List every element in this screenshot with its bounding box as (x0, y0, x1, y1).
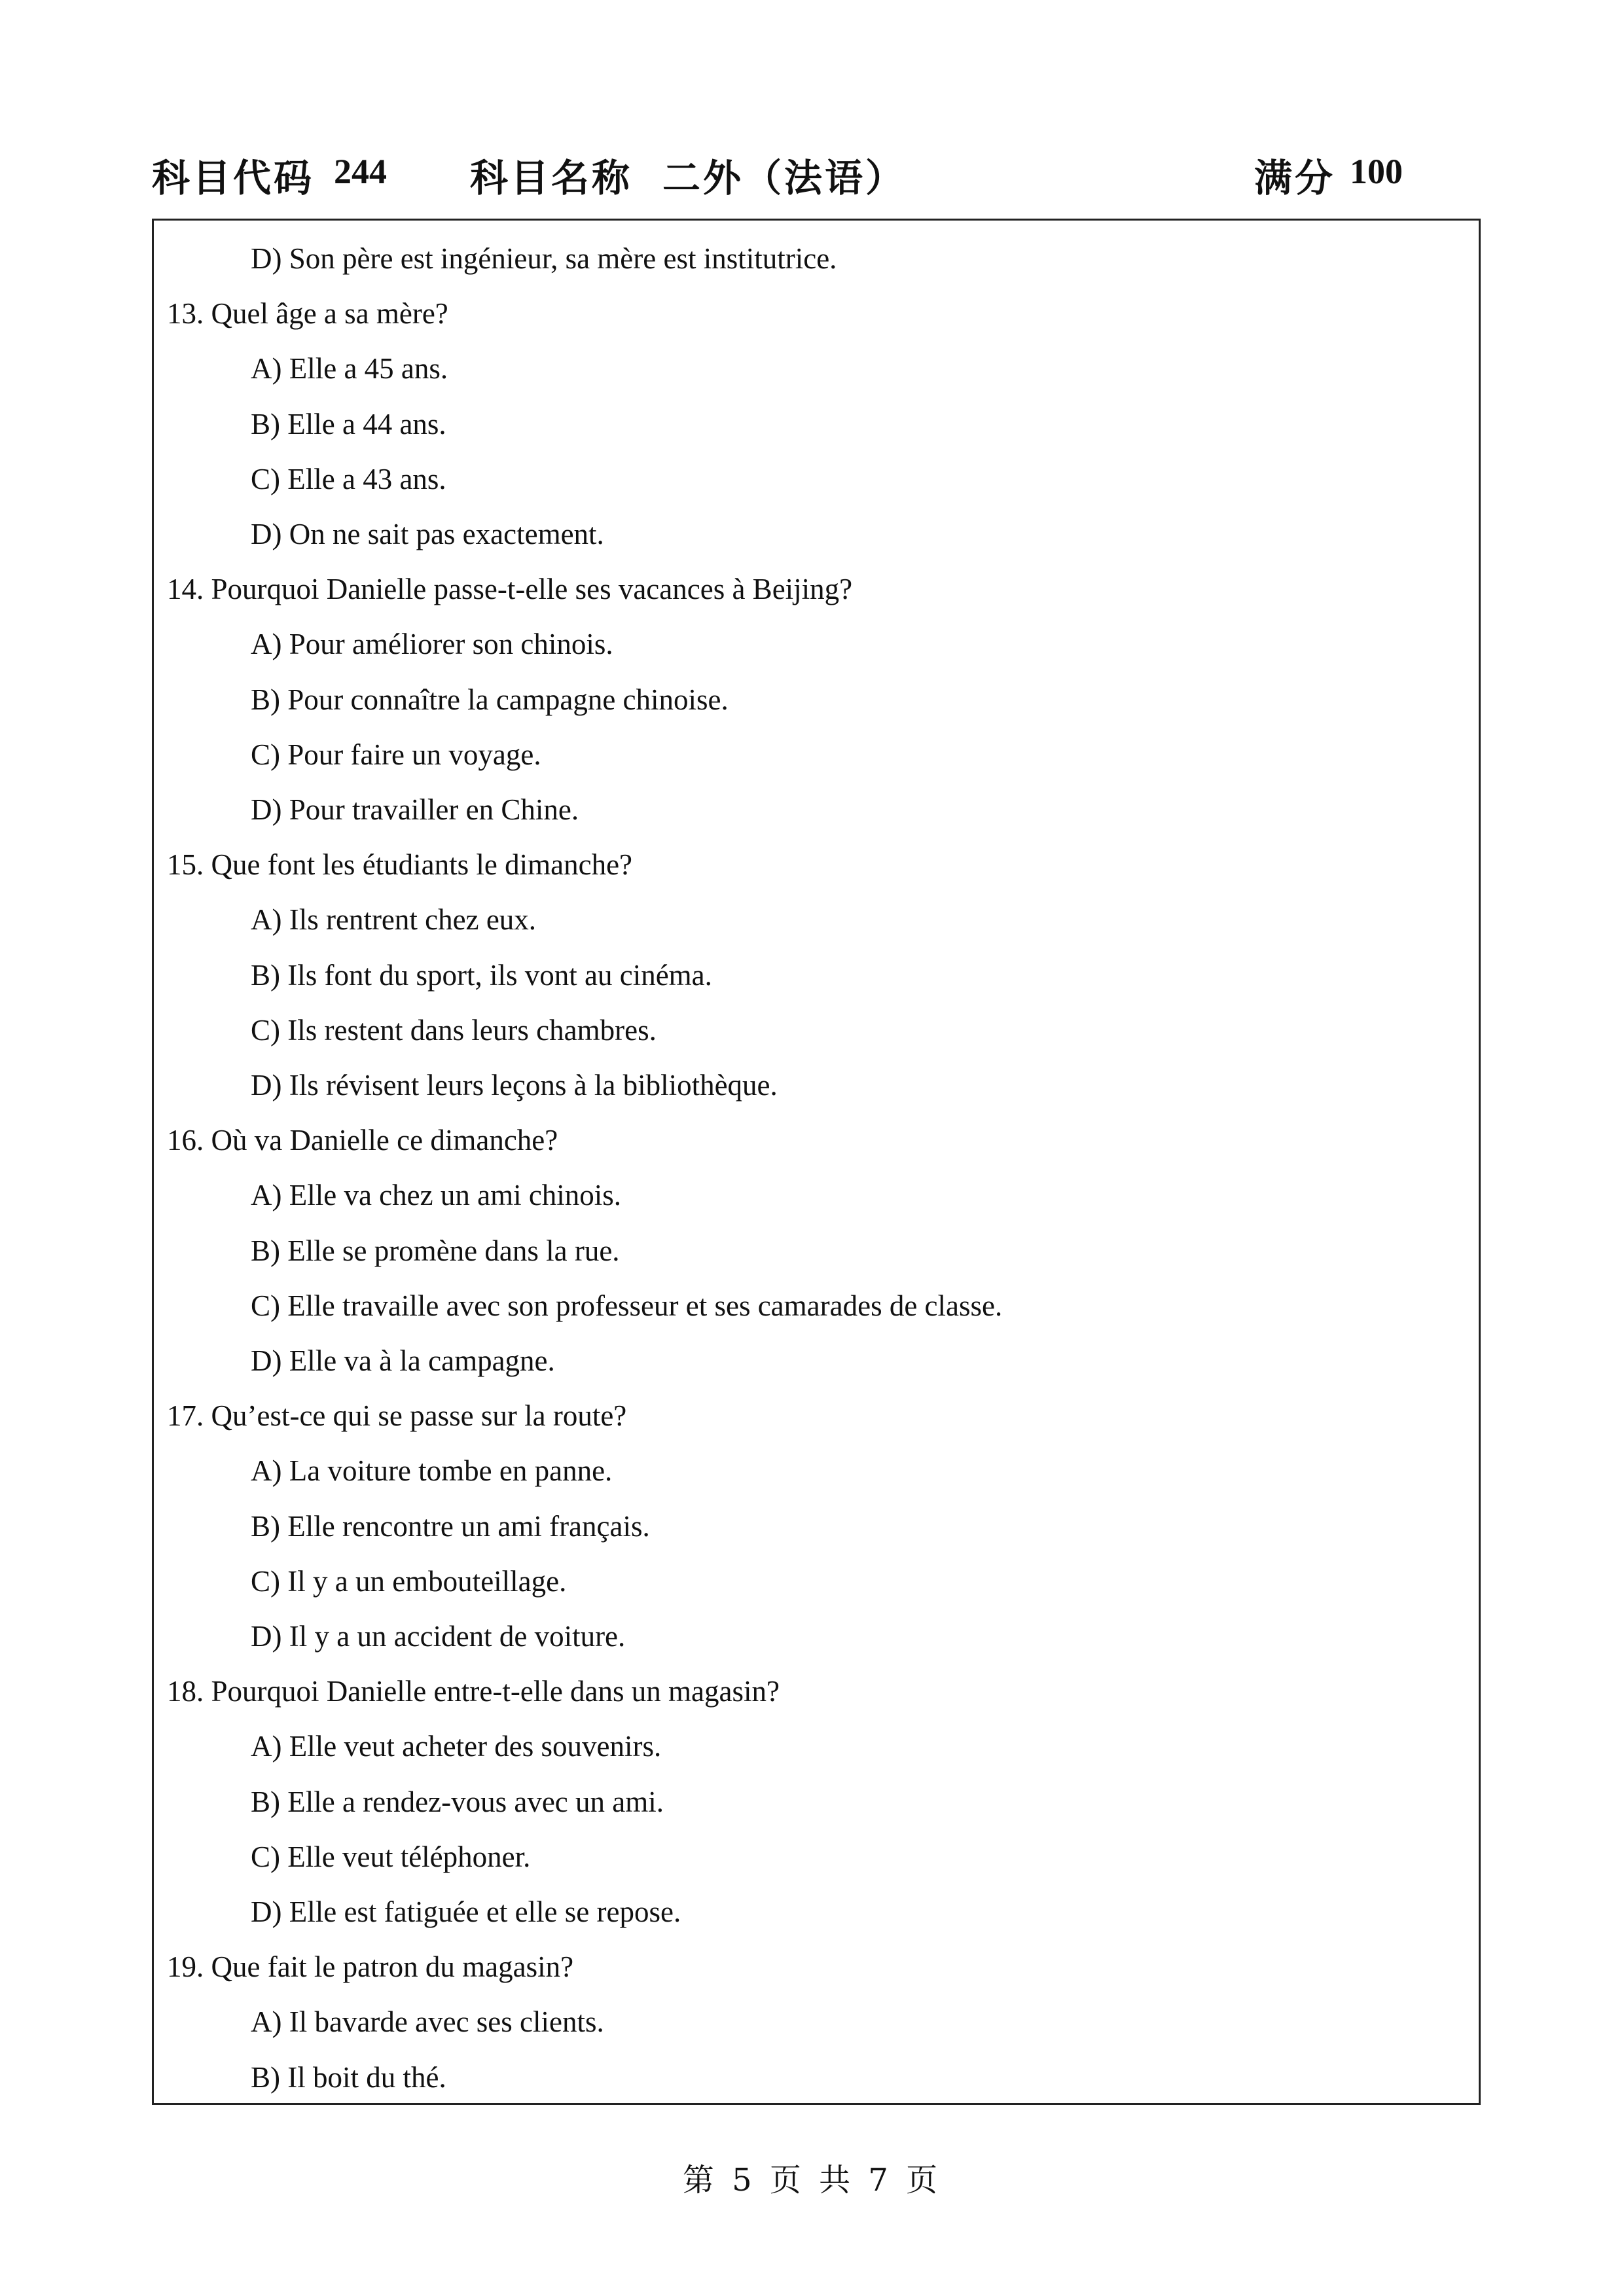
answer-option: D) Ils révisent leurs leçons à la bibliothèque. (251, 1069, 778, 1102)
question-box (152, 219, 1481, 2105)
answer-option: D) Pour travailler en Chine. (251, 793, 579, 826)
answer-option: A) Elle va chez un ami chinois. (251, 1179, 622, 1211)
answer-option: C) Elle a 43 ans. (251, 463, 446, 495)
answer-option: D) Elle va à la campagne. (251, 1344, 555, 1377)
full-score-label: 满分 (1254, 156, 1336, 200)
answer-option: D) Son père est ingénieur, sa mère est institutrice. (251, 242, 837, 275)
subject-code-label: 科目代码 (152, 156, 315, 200)
answer-option: B) Elle se promène dans la rue. (251, 1234, 620, 1267)
answer-option: C) Elle travaille avec son professeur et ses camarades de classe. (251, 1289, 1003, 1322)
exam-header (152, 147, 1481, 213)
question-text: 18. Pourquoi Danielle entre-t-elle dans un magasin? (167, 1675, 780, 1708)
question-text: 17. Qu’est-ce qui se passe sur la route? (167, 1399, 627, 1432)
answer-option: C) Elle veut téléphoner. (251, 1840, 531, 1873)
subject-name-value: 二外（法语） (662, 156, 907, 200)
question-text: 13. Quel âge a sa mère? (167, 297, 448, 330)
answer-option: B) Elle rencontre un ami français. (251, 1510, 650, 1543)
answer-option: B) Pour connaître la campagne chinoise. (251, 683, 729, 716)
answer-option: D) Elle est fatiguée et elle se repose. (251, 1895, 681, 1928)
page-number: 第 5 页 共 7 页 (682, 2162, 942, 2198)
answer-option: C) Ils restent dans leurs chambres. (251, 1014, 657, 1047)
question-text: 19. Que fait le patron du magasin? (167, 1950, 574, 1983)
answer-option: A) Ils rentrent chez eux. (251, 903, 537, 936)
question-text: 14. Pourquoi Danielle passe-t-elle ses vacances à Beijing? (167, 573, 853, 605)
answer-option: A) Pour améliorer son chinois. (251, 628, 613, 660)
subject-name-label: 科目名称 (470, 156, 633, 200)
answer-option: A) Elle veut acheter des souvenirs. (251, 1730, 662, 1763)
answer-option: A) Elle a 45 ans. (251, 352, 448, 385)
subject-code-value: 244 (334, 152, 387, 191)
answer-option: D) On ne sait pas exactement. (251, 518, 604, 550)
answer-option: B) Ils font du sport, ils vont au cinéma. (251, 959, 712, 992)
answer-option: B) Il boit du thé. (251, 2061, 446, 2094)
answer-option: C) Il y a un embouteillage. (251, 1565, 567, 1598)
question-text: 15. Que font les étudiants le dimanche? (167, 848, 633, 881)
question-text: 16. Où va Danielle ce dimanche? (167, 1124, 558, 1157)
answer-option: C) Pour faire un voyage. (251, 738, 541, 771)
full-score-value: 100 (1350, 152, 1403, 191)
answer-option: A) La voiture tombe en panne. (251, 1454, 613, 1487)
answer-option: B) Elle a 44 ans. (251, 408, 446, 440)
answer-option: A) Il bavarde avec ses clients. (251, 2005, 604, 2038)
answer-option: D) Il y a un accident de voiture. (251, 1620, 626, 1653)
answer-option: B) Elle a rendez-vous avec un ami. (251, 1785, 664, 1818)
